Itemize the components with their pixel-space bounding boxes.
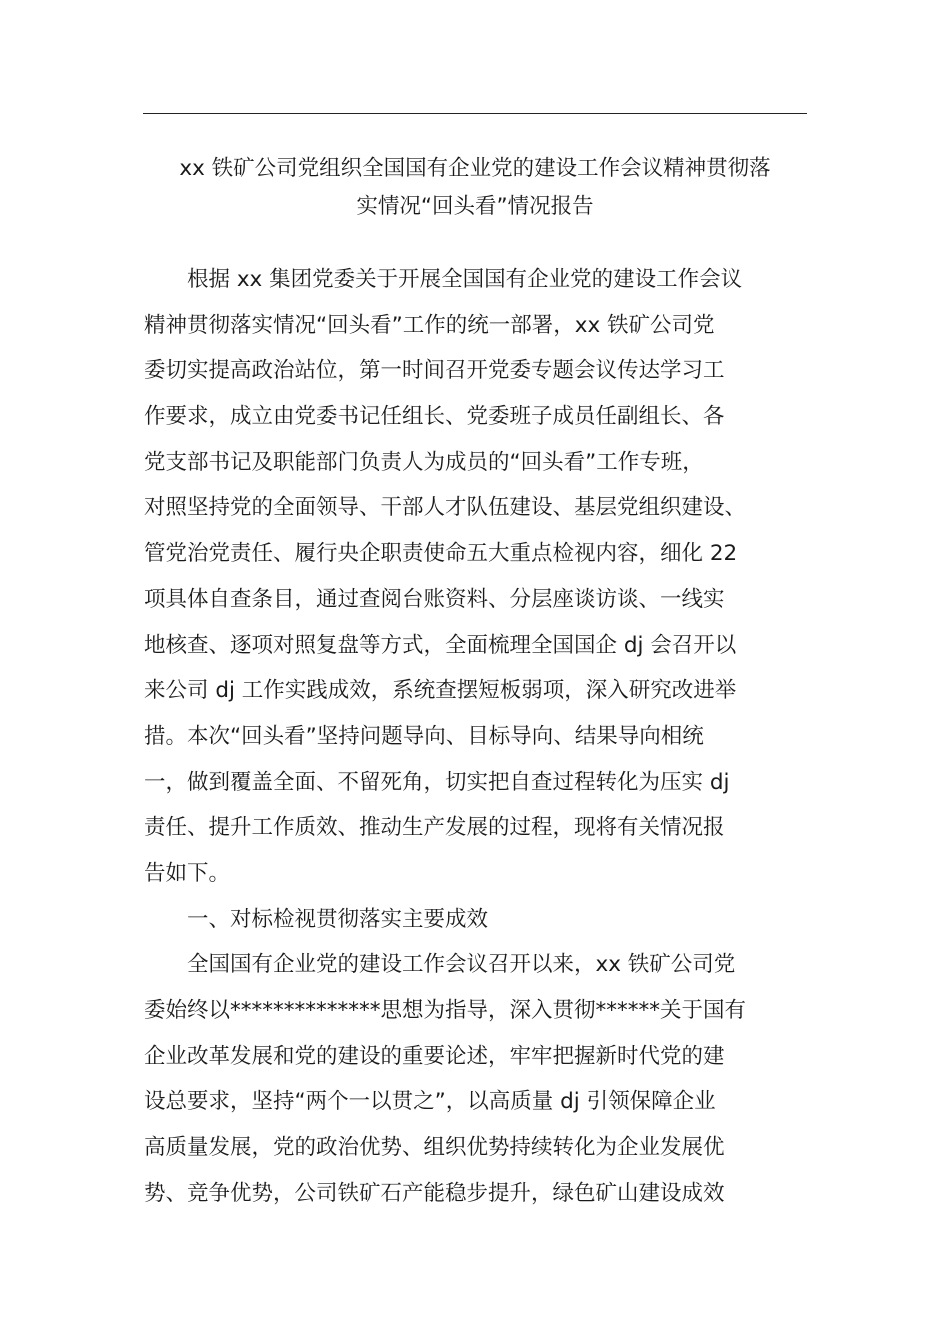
body-line: 高质量发展，党的政治优势、组织优势持续转化为企业发展优 <box>144 1135 725 1161</box>
body-line: 地核查、逐项对照复盘等方式，全面梳理全国国企 dj 会召开以 <box>144 632 737 658</box>
header-rule <box>143 113 807 114</box>
title-line: xx 铁矿公司党组织全国国有企业党的建设工作会议精神贯彻落 <box>179 156 771 181</box>
body-line: 措。本次“回头看”坚持问题导向、目标导向、结果导向相统 <box>144 723 704 749</box>
body-line: 项具体自查条目，通过查阅台账资料、分层座谈访谈、一线实 <box>144 586 725 612</box>
document-body <box>144 257 824 1216</box>
body-line: 势、竞争优势，公司铁矿石产能稳步提升，绿色矿山建设成效 <box>144 1180 725 1206</box>
document-title <box>100 150 850 226</box>
title-line: 实情况“回头看”情况报告 <box>356 194 594 219</box>
body-line: 根据 xx 集团党委关于开展全国国有企业党的建设工作会议 <box>144 267 743 292</box>
body-line: 党支部书记及职能部门负责人为成员的“回头看”工作专班， <box>144 449 704 475</box>
section-heading: 一、对标检视贯彻落实主要成效 <box>144 906 489 932</box>
body-line: 一，做到覆盖全面、不留死角，切实把自查过程转化为压实 dj <box>144 769 730 795</box>
body-line: 委始终以**************思想为指导，深入贯彻******关于国有 <box>144 998 747 1023</box>
body-line: 告如下。 <box>144 860 231 886</box>
body-line: 对照坚持党的全面领导、干部人才队伍建设、基层党组织建设、 <box>144 495 747 521</box>
body-line: 来公司 dj 工作实践成效，系统查摆短板弱项，深入研究改进举 <box>144 678 737 704</box>
body-line: 管党治党责任、履行央企职责使命五大重点检视内容，细化 22 <box>144 541 738 567</box>
body-line: 精神贯彻落实情况“回头看”工作的统一部署，xx 铁矿公司党 <box>144 312 715 338</box>
body-line: 企业改革发展和党的建设的重要论述，牢牢把握新时代党的建 <box>144 1043 725 1069</box>
body-line: 委切实提高政治站位，第一时间召开党委专题会议传达学习工 <box>144 358 725 384</box>
body-line: 作要求，成立由党委书记任组长、党委班子成员任副组长、各 <box>144 404 725 430</box>
body-line: 全国国有企业党的建设工作会议召开以来，xx 铁矿公司党 <box>144 952 736 978</box>
body-line: 责任、提升工作质效、推动生产发展的过程，现将有关情况报 <box>144 815 725 841</box>
body-line: 设总要求，坚持“两个一以贯之”，以高质量 dj 引领保障企业 <box>144 1089 716 1115</box>
